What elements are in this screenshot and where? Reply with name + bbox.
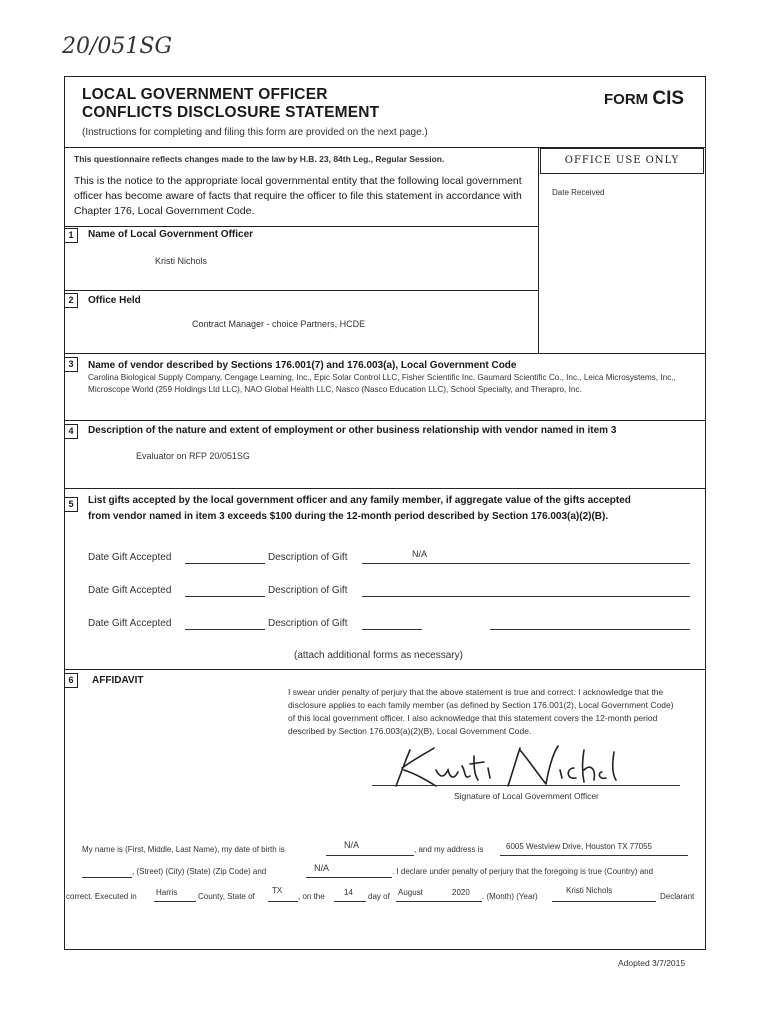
section-1-number: 1 bbox=[64, 228, 78, 243]
decl-dob: N/A bbox=[344, 840, 360, 850]
decl-text-5: correct. Executed in bbox=[66, 892, 137, 901]
office-held: Contract Manager - choice Partners, HCDE bbox=[192, 319, 366, 329]
decl-country: N/A bbox=[314, 863, 330, 873]
dob-line bbox=[326, 855, 414, 856]
state-line bbox=[268, 901, 298, 902]
section-5-number: 5 bbox=[64, 497, 78, 512]
instructions-note: (Instructions for completing and filing this form are provided on the next page.) bbox=[82, 127, 428, 138]
signature-label: Signature of Local Government Officer bbox=[454, 791, 599, 801]
section-4-number: 4 bbox=[64, 424, 78, 439]
gift3-desc-line-a bbox=[362, 629, 422, 630]
decl-text-6: County, State of bbox=[198, 892, 255, 901]
office-use-label: OFFICE USE ONLY bbox=[564, 155, 680, 166]
gift1-desc-line bbox=[362, 563, 690, 564]
section-4-label: Description of the nature and extent of employment or other business relationship with vendor named in item 3 bbox=[88, 425, 617, 436]
gift2-desc-line bbox=[362, 596, 690, 597]
handwritten-file-number: 20/051SG bbox=[62, 34, 173, 59]
section-2-number: 2 bbox=[64, 293, 78, 308]
vendor-names: Carolina Biological Supply Company, Cengage Learning, Inc., Epic Solar Control LLC, Fisher Scientific Inc. Gaumard Scientific Co., Inc., Leica Microsystems, Inc., Microscope World (259 Holdings Ltd LLC), NAO Global Health LLC, Nasco (Nasco Education LLC), School Specialty, and Therapro, Inc. bbox=[88, 373, 676, 394]
relationship-description: Evaluator on RFP 20/051SG bbox=[136, 451, 250, 461]
officer-name: Kristi Nichols bbox=[155, 256, 208, 266]
form-code-value: CIS bbox=[652, 88, 685, 109]
section-5-label-line1: List gifts accepted by the local government officer and any family member, if aggregate value of the gifts accepted bbox=[88, 495, 631, 506]
decl-address: 6005 Westview Drive, Houston TX 77055 bbox=[506, 842, 653, 851]
form-prefix: FORM bbox=[604, 91, 649, 108]
section-5-label-line2: from vendor named in item 3 exceeds $100 during the 12-month period described by Section 176.003(a)(2)(B). bbox=[88, 511, 609, 522]
section-3-number: 3 bbox=[64, 357, 78, 372]
affidavit-text: I swear under penalty of perjury that the above statement is true and correct. I acknowledge that the disclosure applies to each family member (as defined by Section 176.001(2), Local Government Code) of this local government officer. I also acknowledge that this statement covers the 12-month period described by Section 176.003(a)(2)(B), Local Government Code. bbox=[288, 687, 674, 736]
gift1-date-line bbox=[185, 563, 265, 564]
decl-day: 14 bbox=[344, 888, 353, 897]
decl-text-10: Declarant bbox=[660, 892, 695, 901]
gift2-desc-label: Description of Gift bbox=[268, 585, 348, 596]
gift2-date-line bbox=[185, 596, 265, 597]
gift1-desc-label: Description of Gift bbox=[268, 552, 348, 563]
decl-text-9: . (Month) (Year) bbox=[482, 892, 538, 901]
adopted-date: Adopted 3/7/2015 bbox=[618, 958, 686, 968]
section-3-label: Name of vendor described by Sections 176.001(7) and 176.003(a), Local Government Code bbox=[88, 360, 517, 371]
gift1-date-label: Date Gift Accepted bbox=[88, 552, 172, 563]
declarant-line bbox=[552, 901, 656, 902]
section-1-label: Name of Local Government Officer bbox=[88, 229, 254, 240]
form-title-line1: LOCAL GOVERNMENT OFFICER bbox=[82, 86, 328, 103]
decl-text-1: My name is (First, Middle, Last Name), my date of birth is bbox=[82, 845, 285, 854]
law-note: This questionnaire reflects changes made to the law by H.B. 23, 84th Leg., Regular Session. bbox=[74, 154, 445, 164]
decl-declarant-name: Kristi Nichols bbox=[566, 886, 613, 895]
attach-note: (attach additional forms as necessary) bbox=[294, 650, 463, 661]
gift1-desc-value: N/A bbox=[412, 549, 428, 559]
gift3-desc-line-b bbox=[490, 629, 690, 630]
signature-line bbox=[372, 785, 680, 786]
address-line bbox=[500, 855, 688, 856]
affidavit-label: AFFIDAVIT bbox=[92, 675, 144, 686]
month-year-line bbox=[396, 901, 482, 902]
decl-text-7: , on the bbox=[298, 892, 325, 901]
notice-text: This is the notice to the appropriate local governmental entity that the following local government officer has become aware of facts that require the officer to file this statement in accordance with Chapter 176, Local Government Code. bbox=[74, 175, 522, 217]
day-line bbox=[334, 901, 366, 902]
decl-text-3: , (Street) (City) (State) (Zip Code) and bbox=[132, 867, 267, 876]
decl-month: August bbox=[398, 888, 423, 897]
decl-text-8: day of bbox=[368, 892, 390, 901]
decl-year: 2020 bbox=[452, 888, 470, 897]
form-code bbox=[604, 88, 684, 110]
date-received-label: Date Received bbox=[552, 188, 605, 197]
form-title-line2: CONFLICTS DISCLOSURE STATEMENT bbox=[82, 104, 380, 121]
decl-text-2: , and my address is bbox=[414, 845, 484, 854]
country-line bbox=[306, 877, 392, 878]
street-line bbox=[82, 877, 132, 878]
decl-state: TX bbox=[272, 886, 283, 895]
gift3-date-label: Date Gift Accepted bbox=[88, 618, 172, 629]
section-2-label: Office Held bbox=[88, 295, 141, 306]
section-6-number: 6 bbox=[64, 673, 78, 688]
decl-text-4: . I declare under penalty of perjury that the foregoing is true (Country) and bbox=[392, 867, 654, 876]
gift3-desc-label: Description of Gift bbox=[268, 618, 348, 629]
county-line bbox=[154, 901, 196, 902]
gift2-date-label: Date Gift Accepted bbox=[88, 585, 172, 596]
decl-county: Harris bbox=[156, 888, 178, 897]
gift3-date-line bbox=[185, 629, 265, 630]
